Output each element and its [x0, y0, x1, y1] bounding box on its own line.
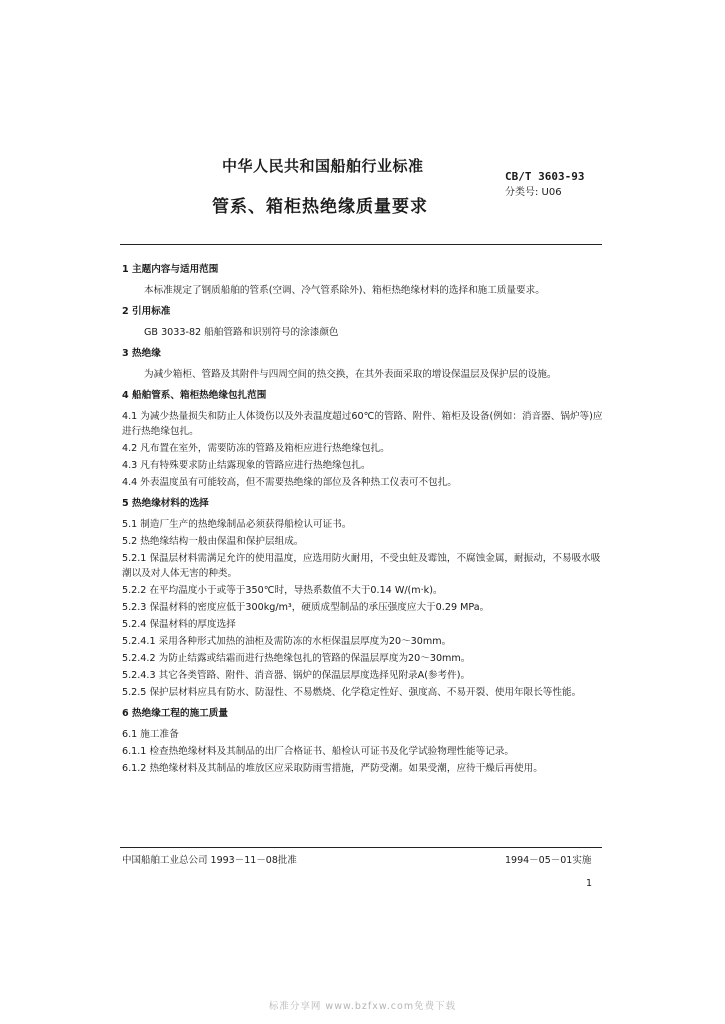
clause-item: 5.2.2 在平均温度小于或等于350℃时，导热系数值不大于0.14 W/(m·k)。 [122, 585, 443, 596]
clause-item: 5.2.4.2 为防止结露或结霜而进行热绝缘包扎的管路的保温层厚度为20～30mm。 [122, 653, 471, 664]
footer-divider [120, 847, 602, 848]
clause-item: 5.1 制造厂生产的热绝缘制品必须获得船检认可证书。 [122, 519, 352, 530]
clause-item: 4.4 外表温度虽有可能较高，但不需要热绝缘的部位及各种热工仪表可不包扎。 [122, 477, 457, 488]
section-paragraph: 本标准规定了钢质船舶的管系(空调、冷气管系除外)、箱柜热绝缘材料的选择和施工质量要求。 [144, 285, 545, 296]
clause-item: 5.2.4 保温材料的厚度选择 [122, 619, 236, 630]
clause-item: 6.1 施工准备 [122, 729, 179, 740]
page-number: 1 [586, 878, 593, 889]
document-body [122, 262, 604, 778]
clause-item: 6.1.1 检查热绝缘材料及其制品的出厂合格证书、船检认可证书及化学试验物理性能等记录。 [122, 746, 515, 757]
implementation-date: 1994－05－01实施 [505, 855, 592, 866]
clause-item: 4.2 凡布置在室外，需要防冻的管路及箱柜应进行热绝缘包扎。 [122, 443, 390, 454]
document-title: 管系、箱柜热绝缘质量要求 [212, 197, 428, 217]
section-heading: 6 热绝缘工程的施工质量 [122, 708, 228, 719]
section-paragraph: 为减少箱柜、管路及其附件与四周空间的热交换，在其外表面采取的增设保温层及保护层的设施。 [144, 369, 557, 380]
clause-item: 5.2.4.1 采用各种形式加热的油柜及需防冻的水柜保温层厚度为20～30mm。 [122, 636, 452, 647]
watermark: 标准分享网 www.bzfxw.com免费下载 [268, 1001, 457, 1012]
clause-item: 5.2.5 保护层材料应具有防水、防湿性、不易燃烧、化学稳定性好、强度高、不易开裂、使用年限长等性能。 [122, 687, 582, 698]
clause-item: 4.1 为减少热量损失和防止人体烫伤以及外表温度超过60℃的管路、附件、箱柜及设备(例如：消音器、锅炉等)应进行热绝缘包扎。 [122, 411, 603, 437]
standard-code: CB/T 3603-93 [505, 170, 585, 183]
section-heading: 2 引用标准 [122, 306, 171, 317]
section-paragraph: GB 3033-82 船舶管路和识别符号的涂漆颜色 [144, 327, 339, 338]
section-heading: 4 船舶管系、箱柜热绝缘包扎范围 [122, 390, 267, 401]
clause-item: 5.2.3 保温材料的密度应低于300kg/m³，硬质成型制品的承压强度应大于0.29 MPa。 [122, 602, 490, 613]
organization-title: 中华人民共和国船舶行业标准 [222, 157, 424, 175]
section-heading: 3 热绝缘 [122, 348, 161, 359]
header-divider [120, 244, 602, 245]
clause-item: 5.2 热绝缘结构一般由保温和保护层组成。 [122, 536, 304, 547]
classification-code: 分类号: U06 [505, 187, 562, 198]
clause-item: 5.2.4.3 其它各类管路、附件、消音器、锅炉的保温层厚度选择见附录A(参考件)。 [122, 670, 471, 681]
clause-item: 5.2.1 保温层材料需满足允许的使用温度，应选用防火耐用，不受虫蛀及霉蚀，不腐蚀金属，耐振动，不易吸水吸潮以及对人体无害的种类。 [122, 553, 601, 579]
section-heading: 1 主题内容与适用范围 [122, 264, 219, 275]
section-heading: 5 热绝缘材料的选择 [122, 498, 209, 509]
clause-item: 6.1.2 热绝缘材料及其制品的堆放区应采取防雨雪措施，严防受潮。如果受潮，应待干燥后再使用。 [122, 763, 543, 774]
approval-note: 中国船舶工业总公司 1993－11－08批准 [122, 855, 297, 866]
clause-item: 4.3 凡有特殊要求防止结露现象的管路应进行热绝缘包扎。 [122, 460, 371, 471]
